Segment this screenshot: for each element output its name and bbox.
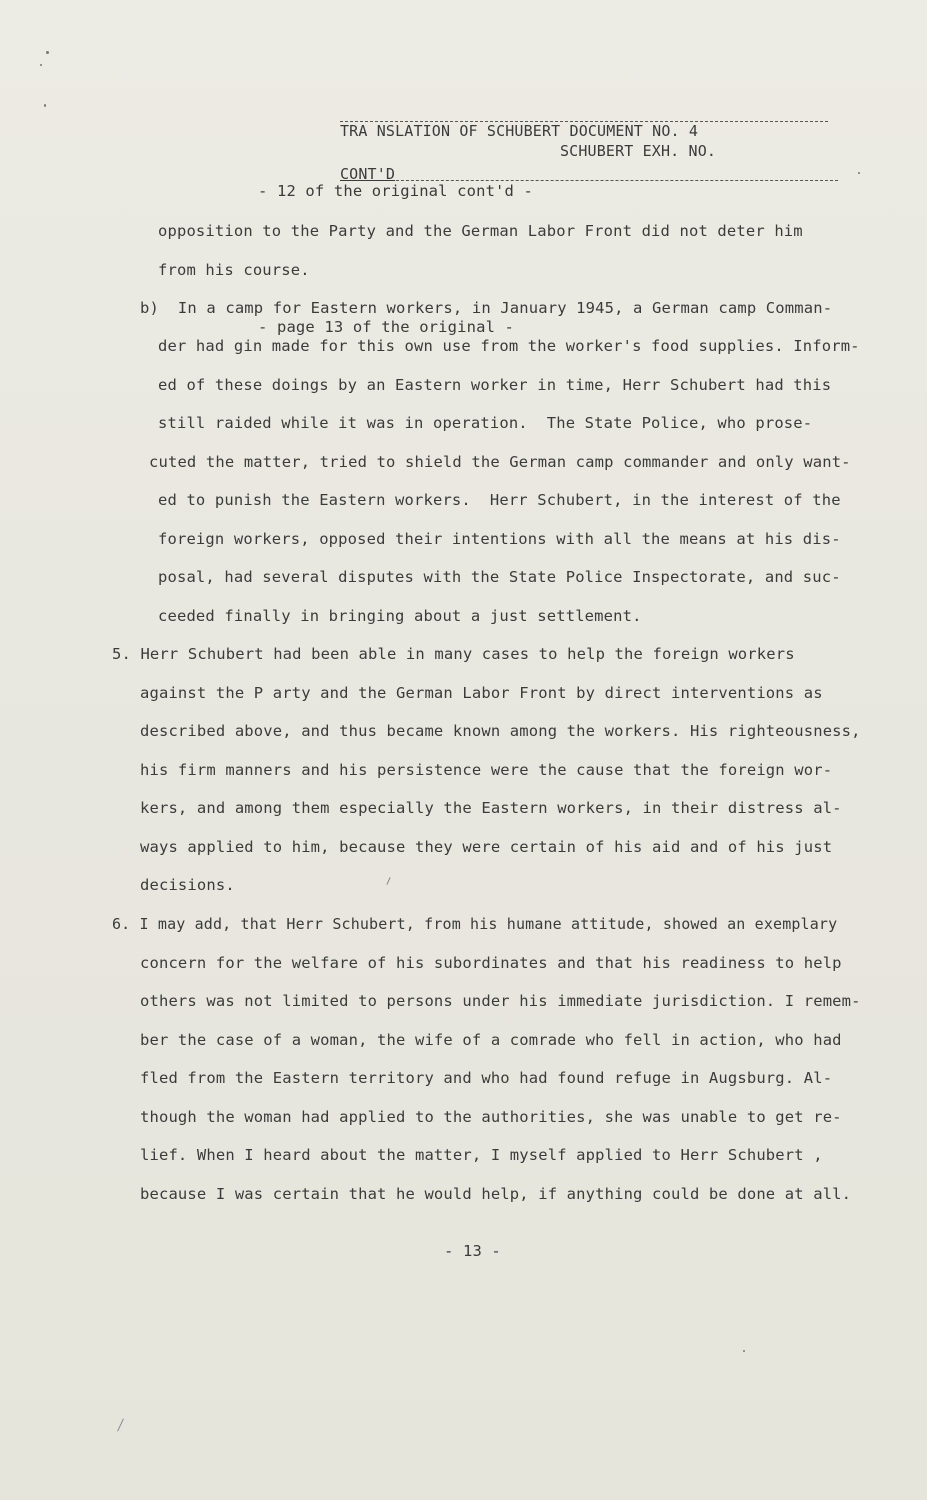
document-title: TRA NSLATION OF SCHUBERT DOCUMENT NO. 4 (340, 122, 699, 140)
body-line: fled from the Eastern territory and who had found refuge in Augsburg. Al- (140, 1069, 833, 1087)
body-line: still raided while it was in operation. The State Police, who prose- (158, 414, 813, 432)
body-line: decisions. (140, 876, 235, 894)
body-line: ceeded finally in bringing about a just settlement. (158, 607, 642, 625)
paper-speck (44, 104, 46, 107)
paper-speck (40, 64, 42, 66)
continued-label: CONT'D (340, 165, 396, 183)
body-line: others was not limited to persons under his immediate jurisdiction. I remem- (140, 992, 861, 1010)
body-line: ber the case of a woman, the wife of a comrade who fell in action, who had (140, 1031, 842, 1049)
body-line: 6. I may add, that Herr Schubert, from his humane attitude, showed an exemplary (112, 915, 838, 933)
original-page-marker: - page 13 of the original - (258, 318, 515, 336)
body-line: kers, and among them especially the Eastern workers, in their distress al- (140, 799, 842, 817)
paper-speck (743, 1350, 745, 1352)
page-number: - 13 - (444, 1242, 501, 1260)
body-line: der had gin made for this own use from the worker's food supplies. Inform- (158, 337, 860, 355)
body-line: ed of these doings by an Eastern worker in time, Herr Schubert had this (158, 376, 832, 394)
paper-smudge (117, 1418, 124, 1431)
body-line: 5. Herr Schubert had been able in many cases to help the foreign workers (112, 645, 795, 663)
paper-speck (46, 51, 49, 54)
body-line: described above, and thus became known among the workers. His righteousness, (140, 722, 861, 740)
body-line: his firm manners and his persistence were the cause that the foreign wor- (140, 761, 833, 779)
body-line: against the P arty and the German Labor Front by direct interventions as (140, 684, 823, 702)
paper-speck (858, 172, 860, 174)
body-line: from his course. (158, 261, 310, 279)
body-line: though the woman had applied to the authorities, she was unable to get re- (140, 1108, 842, 1126)
body-line: cuted the matter, tried to shield the German camp commander and only want- (149, 453, 851, 471)
body-line: concern for the welfare of his subordinates and that his readiness to help (140, 954, 842, 972)
original-page-note: - 12 of the original cont'd - (258, 182, 533, 200)
body-line: because I was certain that he would help, if anything could be done at all. (140, 1185, 852, 1203)
body-line: foreign workers, opposed their intentions with all the means at his dis- (158, 530, 841, 548)
body-line: ways applied to him, because they were certain of his aid and of his just (140, 838, 833, 856)
exhibit-number: SCHUBERT EXH. NO. (560, 142, 717, 160)
contd-rule (376, 180, 838, 181)
body-line: ed to punish the Eastern workers. Herr Schubert, in the interest of the (158, 491, 841, 509)
body-line: posal, had several disputes with the State Police Inspectorate, and suc- (158, 568, 841, 586)
body-line: lief. When I heard about the matter, I myself applied to Herr Schubert , (140, 1146, 823, 1164)
body-line: opposition to the Party and the German Labor Front did not deter him (158, 222, 803, 240)
body-line: b) In a camp for Eastern workers, in January 1945, a German camp Comman- (140, 299, 833, 317)
paper-smudge (386, 877, 390, 885)
